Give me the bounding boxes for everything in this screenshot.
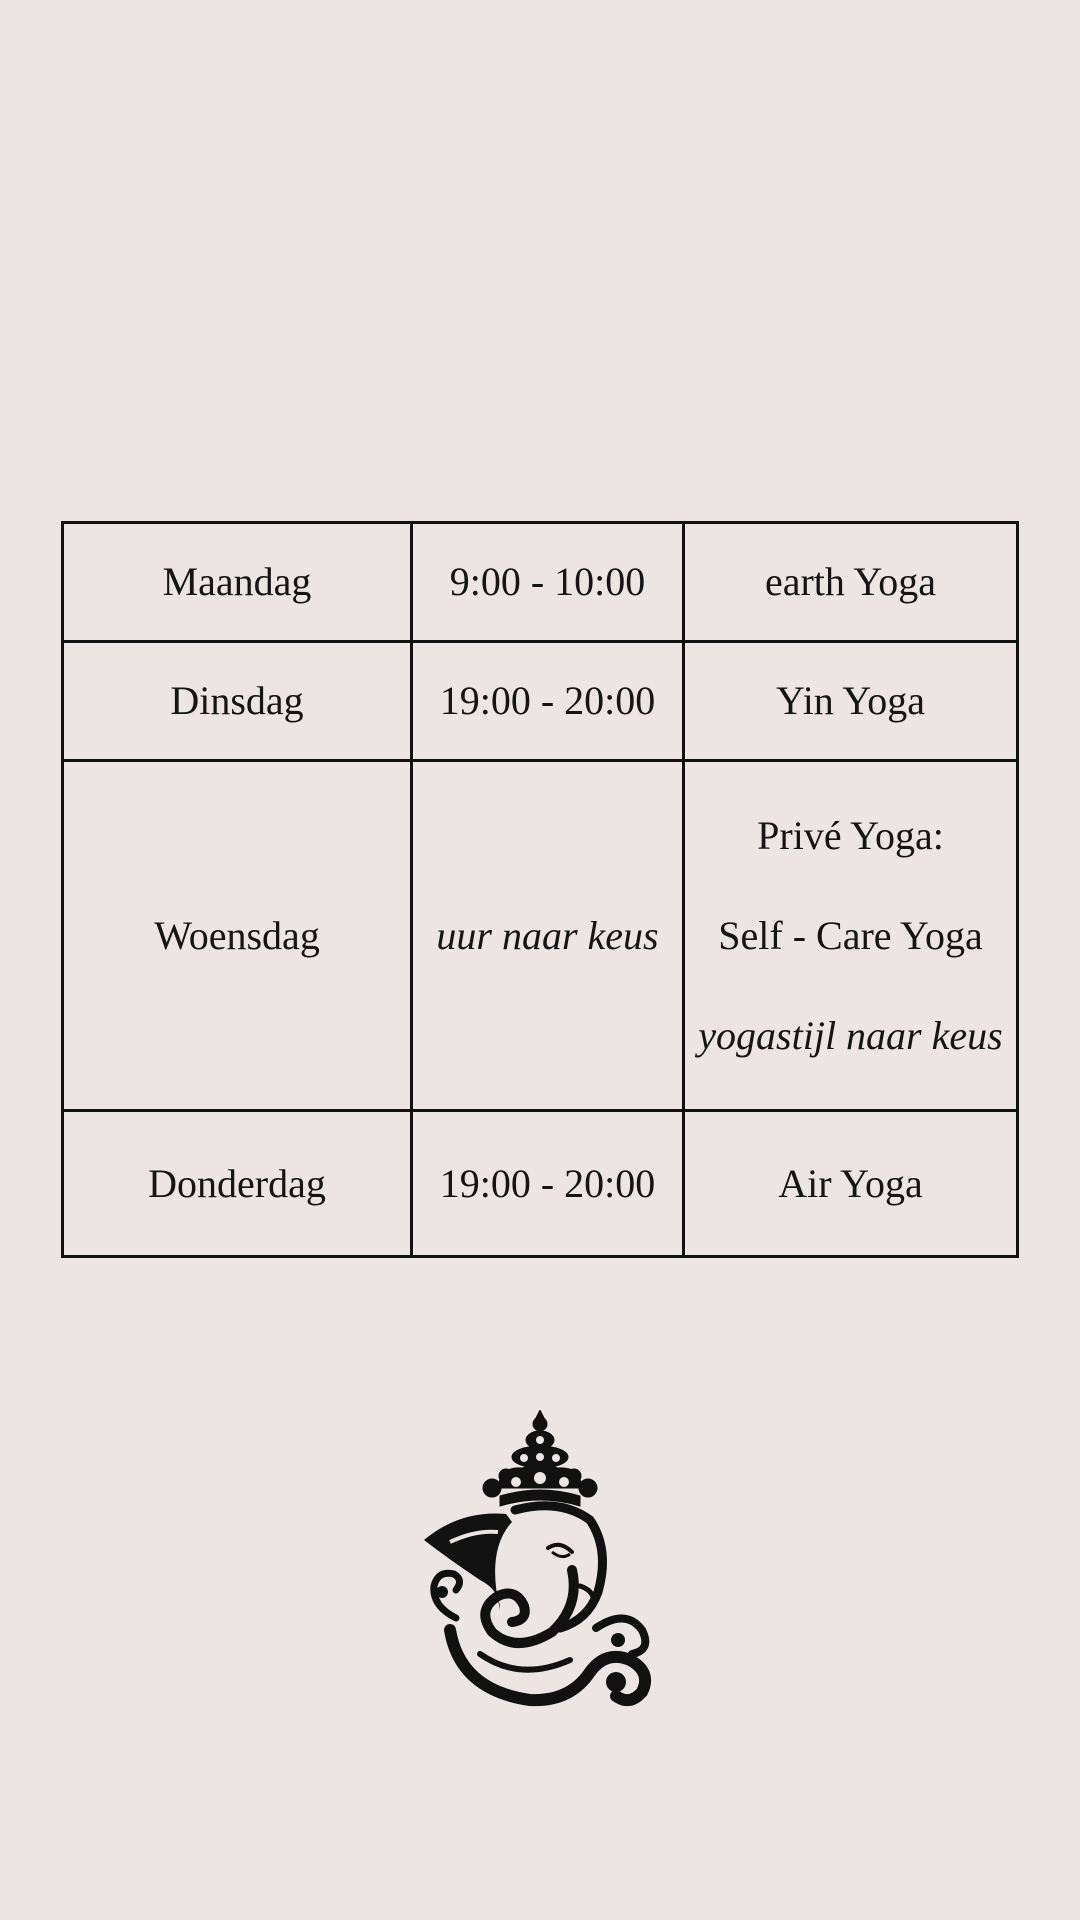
time-cell: uur naar keus bbox=[412, 761, 684, 1111]
eye bbox=[548, 1545, 572, 1552]
class-line-selfcare: Self - Care Yoga bbox=[718, 912, 983, 958]
day-cell: Donderdag bbox=[63, 1111, 412, 1257]
ganesha-icon bbox=[420, 1410, 660, 1710]
class-cell: Yin Yoga bbox=[684, 642, 1018, 761]
class-cell: earth Yoga bbox=[684, 523, 1018, 642]
time-cell: 9:00 - 10:00 bbox=[412, 523, 684, 642]
class-line-style: yogastijl naar keus bbox=[698, 1012, 1003, 1058]
schedule-row-tuesday bbox=[63, 642, 1018, 761]
day-cell: Dinsdag bbox=[63, 642, 412, 761]
class-cell bbox=[684, 761, 1018, 1111]
day-cell: Woensdag bbox=[63, 761, 412, 1111]
time-cell: 19:00 - 20:00 bbox=[412, 642, 684, 761]
class-cell: Air Yoga bbox=[684, 1111, 1018, 1257]
class-line-private: Privé Yoga: bbox=[757, 812, 944, 858]
schedule-row-thursday bbox=[63, 1111, 1018, 1257]
schedule-row-wednesday bbox=[63, 761, 1018, 1111]
schedule-row-monday bbox=[63, 523, 1018, 642]
day-cell: Maandag bbox=[63, 523, 412, 642]
schedule-table bbox=[61, 521, 1019, 1258]
time-cell: 19:00 - 20:00 bbox=[412, 1111, 684, 1257]
